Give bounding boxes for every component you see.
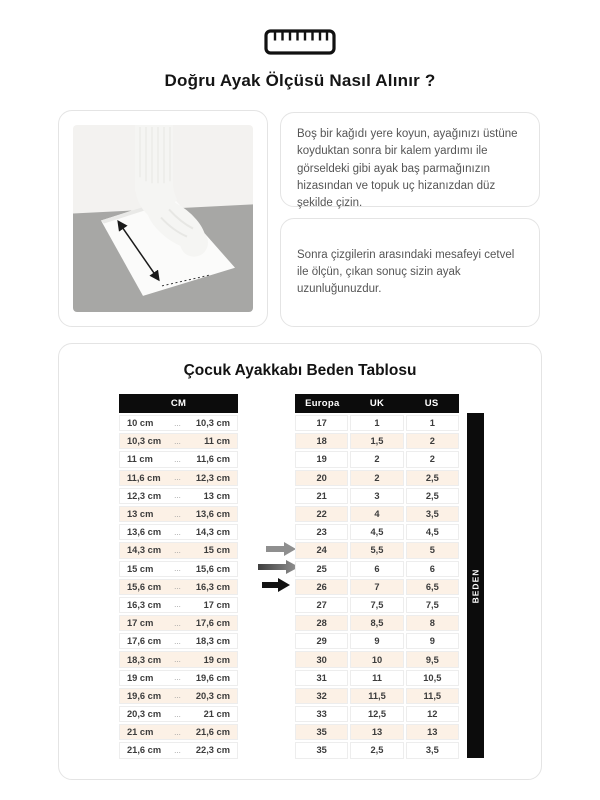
cm-range-row [119, 706, 238, 722]
size-cell-europa: 27 [295, 597, 348, 613]
size-cell-uk: 9 [350, 633, 403, 649]
cm-min-value: 11 cm [127, 454, 153, 465]
cm-max-value: 16,3 cm [195, 581, 230, 592]
size-cell-europa: 28 [295, 615, 348, 631]
range-separator: ... [174, 564, 181, 574]
size-row [295, 415, 459, 431]
cm-min-value: 13,6 cm [127, 527, 162, 538]
size-cell-europa: 35 [295, 742, 348, 758]
size-chart-header-uk: UK [369, 398, 385, 409]
range-separator: ... [174, 600, 181, 610]
size-cell-us: 10,5 [406, 670, 459, 686]
cm-min-value: 17,6 cm [127, 636, 162, 647]
size-cell-uk: 5,5 [350, 542, 403, 558]
size-cell-us: 2,5 [406, 470, 459, 486]
cm-range-row [119, 470, 238, 486]
cm-range-row [119, 615, 238, 631]
cm-range-row [119, 542, 238, 558]
size-row [295, 651, 459, 667]
size-cell-uk: 2,5 [350, 742, 403, 758]
size-cell-uk: 11 [350, 670, 403, 686]
size-chart-header-us: US [424, 398, 439, 409]
cm-min-value: 15,6 cm [127, 581, 162, 592]
cm-max-value: 15 cm [203, 545, 230, 556]
instruction-text-1: Boş bir kağıdı yere koyun, ayağınızı üstüne koyduktan sonra bir kalem yardımı ile görseldeki gibi ayak baş parmağınızın hizasından ve topuk uç hizanızdan düz şekilde çizin. [297, 128, 518, 209]
size-cell-europa: 20 [295, 470, 348, 486]
beden-label: BEDEN [470, 568, 481, 603]
size-cell-us: 8 [406, 615, 459, 631]
beden-side-bar [467, 413, 484, 758]
size-cell-uk: 1 [350, 415, 403, 431]
size-cell-europa: 24 [295, 542, 348, 558]
cm-min-value: 21,6 cm [127, 745, 162, 756]
size-cell-europa: 18 [295, 433, 348, 449]
size-row [295, 615, 459, 631]
cm-min-value: 12,3 cm [127, 490, 162, 501]
cm-max-value: 13 cm [203, 490, 230, 501]
cm-range-row [119, 561, 238, 577]
cm-min-value: 17 cm [127, 618, 154, 629]
range-separator: ... [174, 418, 181, 428]
cm-table-body [119, 415, 238, 759]
instruction-card-2 [280, 218, 540, 327]
size-cell-europa: 23 [295, 524, 348, 540]
cm-min-value: 13 cm [127, 509, 154, 520]
cm-min-value: 16,3 cm [127, 599, 162, 610]
size-cell-us: 4,5 [406, 524, 459, 540]
range-separator: ... [174, 618, 181, 628]
ruler-icon [0, 29, 600, 55]
cm-min-value: 18,3 cm [127, 654, 162, 665]
cm-min-value: 11,6 cm [127, 472, 161, 483]
size-cell-us: 9 [406, 633, 459, 649]
size-cell-europa: 35 [295, 724, 348, 740]
cm-range-row [119, 415, 238, 431]
cm-range-row [119, 633, 238, 649]
size-cell-europa: 32 [295, 688, 348, 704]
size-row [295, 542, 459, 558]
size-cell-us: 3,5 [406, 742, 459, 758]
cm-max-value: 14,3 cm [195, 527, 230, 538]
size-cell-europa: 25 [295, 561, 348, 577]
size-chart-header-europa: Europa [305, 398, 340, 409]
cm-range-row [119, 524, 238, 540]
size-cell-uk: 8,5 [350, 615, 403, 631]
foot-measure-photo [58, 110, 268, 327]
size-cell-us: 5 [406, 542, 459, 558]
cm-range-row [119, 724, 238, 740]
cm-max-value: 21,6 cm [195, 727, 230, 738]
size-cell-us: 6 [406, 561, 459, 577]
size-cell-us: 2 [406, 451, 459, 467]
size-cell-uk: 2 [350, 470, 403, 486]
range-separator: ... [174, 709, 181, 719]
instruction-text-2: Sonra çizgilerin arasındaki mesafeyi cetvel ile ölçün, çıkan sonuç sizin ayak uzunluğunuzdur. [297, 248, 515, 296]
size-row [295, 470, 459, 486]
size-row [295, 506, 459, 522]
size-chart [295, 394, 459, 759]
size-cell-us: 13 [406, 724, 459, 740]
size-cell-europa: 29 [295, 633, 348, 649]
cm-range-row [119, 506, 238, 522]
foot-on-paper-illustration [73, 125, 253, 312]
cm-table-header: CM [119, 394, 238, 413]
size-cell-europa: 26 [295, 579, 348, 595]
size-cell-us: 11,5 [406, 688, 459, 704]
cm-max-value: 11,6 cm [196, 454, 230, 465]
cm-max-value: 15,6 cm [195, 563, 230, 574]
range-separator: ... [174, 473, 181, 483]
instruction-card-1 [280, 112, 540, 207]
cm-range-row [119, 579, 238, 595]
cm-max-value: 17 cm [203, 599, 230, 610]
range-separator: ... [174, 436, 181, 446]
range-separator: ... [174, 691, 181, 701]
size-row [295, 597, 459, 613]
cm-min-value: 20,3 cm [127, 709, 162, 720]
cm-range-row [119, 651, 238, 667]
size-cell-us: 2,5 [406, 488, 459, 504]
cm-min-value: 21 cm [127, 727, 154, 738]
cm-range-row [119, 433, 238, 449]
cm-range-row [119, 488, 238, 504]
size-row [295, 724, 459, 740]
size-row [295, 488, 459, 504]
size-cell-uk: 12,5 [350, 706, 403, 722]
cm-range-row [119, 688, 238, 704]
cm-min-value: 19,6 cm [127, 690, 162, 701]
size-cell-uk: 7,5 [350, 597, 403, 613]
cm-min-value: 15 cm [127, 563, 154, 574]
size-cell-uk: 13 [350, 724, 403, 740]
size-row [295, 706, 459, 722]
size-cell-us: 7,5 [406, 597, 459, 613]
cm-max-value: 12,3 cm [195, 472, 230, 483]
cm-min-value: 10 cm [127, 418, 154, 429]
cm-min-value: 19 cm [127, 672, 154, 683]
range-separator: ... [174, 673, 181, 683]
size-chart-header [295, 394, 459, 413]
range-separator: ... [174, 582, 181, 592]
size-cell-us: 1 [406, 415, 459, 431]
size-cell-europa: 17 [295, 415, 348, 431]
size-cell-europa: 21 [295, 488, 348, 504]
page-title: Doğru Ayak Ölçüsü Nasıl Alınır ? [164, 71, 436, 90]
size-row [295, 561, 459, 577]
size-row [295, 433, 459, 449]
size-cell-europa: 22 [295, 506, 348, 522]
cm-max-value: 20,3 cm [195, 690, 230, 701]
size-cell-us: 3,5 [406, 506, 459, 522]
range-separator: ... [174, 454, 181, 464]
size-row [295, 688, 459, 704]
cm-range-row [119, 670, 238, 686]
cm-max-value: 19 cm [203, 654, 230, 665]
size-cell-uk: 4 [350, 506, 403, 522]
cm-max-value: 19,6 cm [195, 672, 230, 683]
size-cell-us: 6,5 [406, 579, 459, 595]
size-row [295, 451, 459, 467]
cm-max-value: 22,3 cm [195, 745, 230, 756]
range-separator: ... [174, 527, 181, 537]
range-separator: ... [174, 727, 181, 737]
range-separator: ... [174, 491, 181, 501]
size-table-title: Çocuk Ayakkabı Beden Tablosu [183, 362, 417, 379]
size-row [295, 670, 459, 686]
size-cell-uk: 4,5 [350, 524, 403, 540]
size-cell-uk: 7 [350, 579, 403, 595]
range-separator: ... [174, 745, 181, 755]
size-row [295, 633, 459, 649]
range-separator: ... [174, 509, 181, 519]
cm-table [119, 394, 238, 759]
size-row [295, 524, 459, 540]
cm-max-value: 18,3 cm [195, 636, 230, 647]
cm-max-value: 17,6 cm [195, 618, 230, 629]
size-cell-europa: 31 [295, 670, 348, 686]
size-cell-uk: 3 [350, 488, 403, 504]
cm-min-value: 10,3 cm [127, 436, 162, 447]
cm-max-value: 13,6 cm [195, 509, 230, 520]
range-separator: ... [174, 545, 181, 555]
size-cell-uk: 11,5 [350, 688, 403, 704]
size-cell-uk: 2 [350, 451, 403, 467]
cm-max-value: 10,3 cm [195, 418, 230, 429]
cm-max-value: 11 cm [204, 436, 230, 447]
range-separator: ... [174, 636, 181, 646]
size-cell-uk: 10 [350, 651, 403, 667]
size-cell-europa: 19 [295, 451, 348, 467]
size-cell-us: 9,5 [406, 651, 459, 667]
cm-max-value: 21 cm [203, 709, 230, 720]
size-cell-uk: 1,5 [350, 433, 403, 449]
cm-range-row [119, 451, 238, 467]
size-row [295, 742, 459, 758]
size-chart-body [295, 415, 459, 759]
cm-range-row [119, 742, 238, 758]
size-cell-uk: 6 [350, 561, 403, 577]
size-cell-europa: 33 [295, 706, 348, 722]
cm-min-value: 14,3 cm [127, 545, 162, 556]
size-cell-us: 12 [406, 706, 459, 722]
size-cell-us: 2 [406, 433, 459, 449]
size-row [295, 579, 459, 595]
range-separator: ... [174, 655, 181, 665]
size-table-card [58, 343, 542, 780]
cm-range-row [119, 597, 238, 613]
size-cell-europa: 30 [295, 651, 348, 667]
